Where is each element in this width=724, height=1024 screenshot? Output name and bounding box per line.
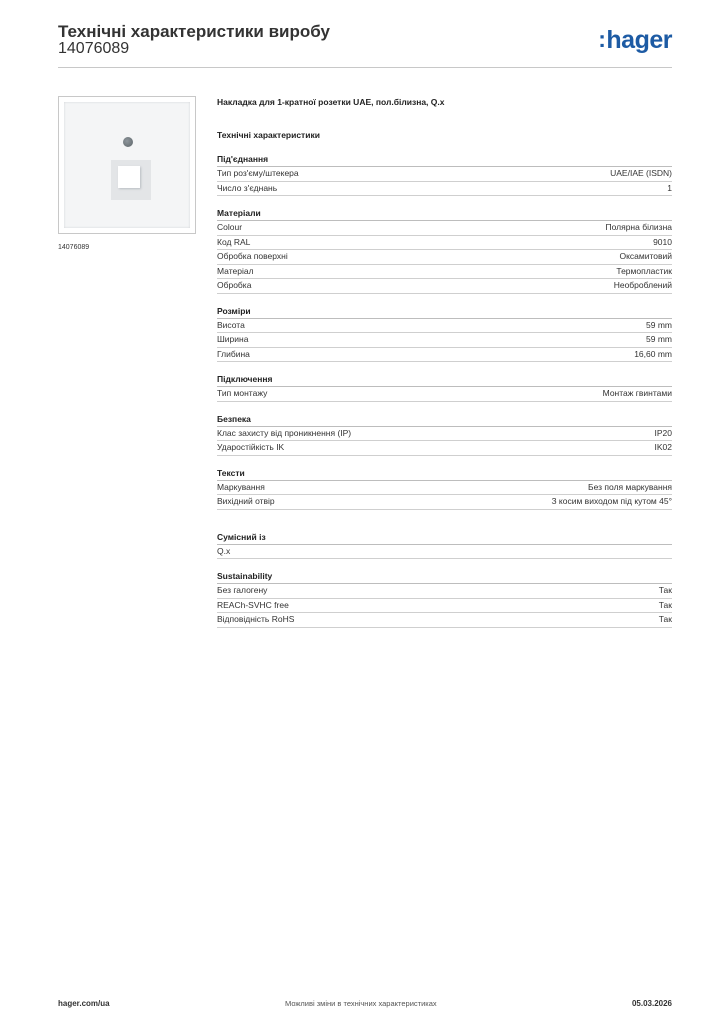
- spec-value: 16,60 mm: [634, 348, 672, 359]
- header-divider: [58, 67, 672, 68]
- spec-label: Клас захисту від проникнення (IP): [217, 427, 352, 438]
- spec-label: Тип монтажу: [217, 388, 268, 398]
- spec-value: UAE/IAE (ISDN): [610, 168, 672, 178]
- spec-value: IK02: [654, 442, 672, 452]
- spec-row: [217, 545, 672, 560]
- spec-value: 59 mm: [646, 319, 672, 330]
- spec-row: [217, 319, 672, 334]
- spec-value: Монтаж гвинтами: [602, 388, 672, 398]
- section-heading: Розміри: [217, 305, 672, 319]
- spec-row: [217, 613, 672, 628]
- spec-label: Ударостійкість IK: [217, 442, 285, 452]
- spec-row: [217, 481, 672, 496]
- image-caption: 14076089: [58, 244, 90, 251]
- spec-label: REACh-SVHC free: [217, 599, 289, 610]
- spec-value: IP20: [654, 427, 672, 438]
- logo-text: hager: [606, 26, 672, 54]
- spec-value: Термопластик: [616, 265, 672, 276]
- cover-plate-illustration: [64, 102, 190, 228]
- section-heading: Матеріали: [217, 207, 672, 221]
- spec-label: Обробка: [217, 280, 252, 290]
- spec-label: Відповідність RoHS: [217, 614, 295, 624]
- section-heading: Сумісний із: [217, 531, 672, 545]
- spec-row: [217, 221, 672, 236]
- spec-section: [217, 467, 672, 510]
- footer-website: hager.com/ua: [58, 999, 110, 1008]
- spec-section: [217, 153, 672, 196]
- spec-label: Висота: [217, 319, 245, 330]
- spec-label: Тип роз'єму/штекера: [217, 168, 299, 178]
- spec-label: Код RAL: [217, 236, 251, 247]
- spec-value: Так: [658, 585, 672, 595]
- spec-row: [217, 441, 672, 456]
- led-indicator-icon: [123, 137, 133, 147]
- spec-section: [217, 373, 672, 402]
- spec-label: Без галогену: [217, 585, 268, 595]
- spec-row: [217, 495, 672, 510]
- spec-row: [217, 236, 672, 251]
- spec-row: [217, 584, 672, 599]
- spec-section: [217, 413, 672, 456]
- product-code: 14076089: [58, 40, 130, 57]
- section-heading: Тексти: [217, 467, 672, 481]
- section-heading: Підключення: [217, 373, 672, 387]
- document-title: Технічні характеристики виробу: [58, 22, 330, 41]
- spec-value: 1: [667, 182, 672, 193]
- spec-label: Ширина: [217, 334, 249, 344]
- spec-value: Необроблений: [613, 280, 672, 290]
- spec-label: Матеріал: [217, 265, 254, 276]
- spec-label: Маркування: [217, 481, 265, 492]
- spec-label: Q.x: [217, 545, 231, 556]
- socket-opening-icon: [118, 166, 140, 188]
- spec-value: З косим виходом під кутом 45°: [551, 496, 672, 506]
- footer-date: 05.03.2026: [631, 999, 672, 1008]
- spec-row: [217, 387, 672, 402]
- footer-note: Можливі зміни в технічних характеристиках: [285, 999, 437, 1008]
- product-image: [58, 96, 196, 234]
- spec-row: [217, 348, 672, 363]
- spec-row: [217, 265, 672, 280]
- spec-heading: Технічні характеристики: [217, 130, 320, 140]
- spec-row: [217, 250, 672, 265]
- spec-label: Обробка поверхні: [217, 251, 288, 261]
- spec-row: [217, 279, 672, 294]
- spec-row: [217, 182, 672, 197]
- section-heading: Під'єднання: [217, 153, 672, 167]
- spec-content: [217, 96, 672, 628]
- spec-row: [217, 599, 672, 614]
- spec-section: [217, 305, 672, 363]
- spec-section: [217, 570, 672, 628]
- spec-label: Глибина: [217, 348, 250, 359]
- spec-row: [217, 333, 672, 348]
- spec-section: [217, 531, 672, 560]
- spec-label: Вихідний отвір: [217, 496, 275, 506]
- spec-label: Число з'єднань: [217, 182, 278, 193]
- spec-sections: [217, 153, 672, 628]
- spec-label: Colour: [217, 222, 243, 232]
- spec-value: 59 mm: [646, 334, 672, 344]
- socket-recess: [111, 160, 151, 200]
- spec-value: Оксамитовий: [619, 251, 672, 261]
- spec-section: [217, 207, 672, 294]
- spec-value: Так: [658, 599, 672, 610]
- spec-value: Полярна білизна: [605, 222, 672, 232]
- product-title: Накладка для 1-кратної розетки UAE, пол.білизна, Q.x: [217, 97, 445, 107]
- spec-value: Так: [658, 614, 672, 624]
- hager-logo: :hager: [598, 26, 672, 54]
- section-heading: Sustainability: [217, 570, 672, 584]
- spec-row: [217, 427, 672, 442]
- spec-row: [217, 167, 672, 182]
- spec-value: 9010: [653, 236, 672, 247]
- section-heading: Безпека: [217, 413, 672, 427]
- spec-value: Без поля маркування: [588, 481, 672, 492]
